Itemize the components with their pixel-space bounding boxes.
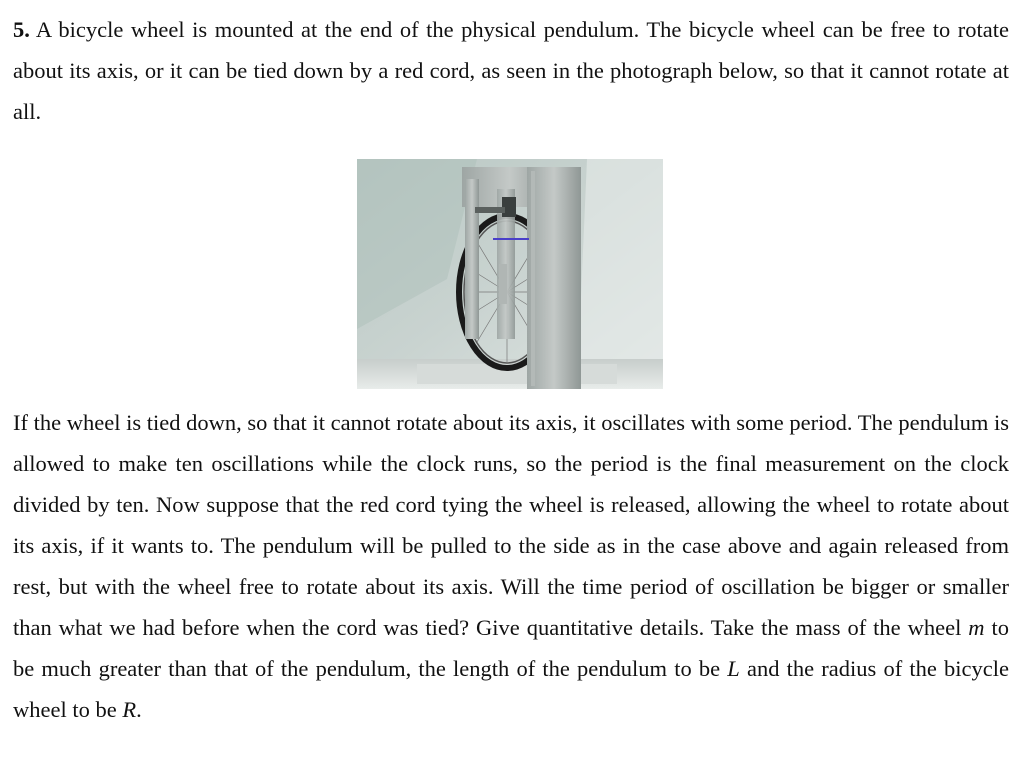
body-text-3: and the radius of the bicycle wheel to be xyxy=(13,656,1009,722)
length-variable: L xyxy=(727,656,740,681)
radius-variable: R xyxy=(122,697,137,722)
body-text-2: to be much greater than that of the pendulum, the length of the pendulum to be xyxy=(13,615,1009,681)
problem-number: 5. xyxy=(13,17,30,42)
problem-body xyxy=(13,402,1009,730)
body-text-4: . xyxy=(136,697,142,722)
mass-variable: m xyxy=(968,615,985,640)
intro-text: A bicycle wheel is mounted at the end of the physical pendulum. The bicycle wheel can be free to rotate about its axis, or it can be tied down by a red cord, as seen in the photograph below, so that it cannot rotate at all. xyxy=(13,17,1009,124)
pendulum-photo xyxy=(357,159,663,389)
problem-intro xyxy=(13,9,1009,132)
body-text-1: If the wheel is tied down, so that it cannot rotate about its axis, it oscillates with some period. The pendulum is allowed to make ten oscillations while the clock runs, so the period is the final measurement on the clock divided by ten. Now suppose that the red cord tying the wheel is released, allowing the wheel to rotate about its axis, if it wants to. The pendulum will be pulled to the side as in the case above and again released from rest, but with the wheel free to rotate about its axis. Will the time period of oscillation be bigger or smaller than what we had before when the cord was tied? Give quantitative details. Take the mass of the wheel xyxy=(13,410,1009,640)
